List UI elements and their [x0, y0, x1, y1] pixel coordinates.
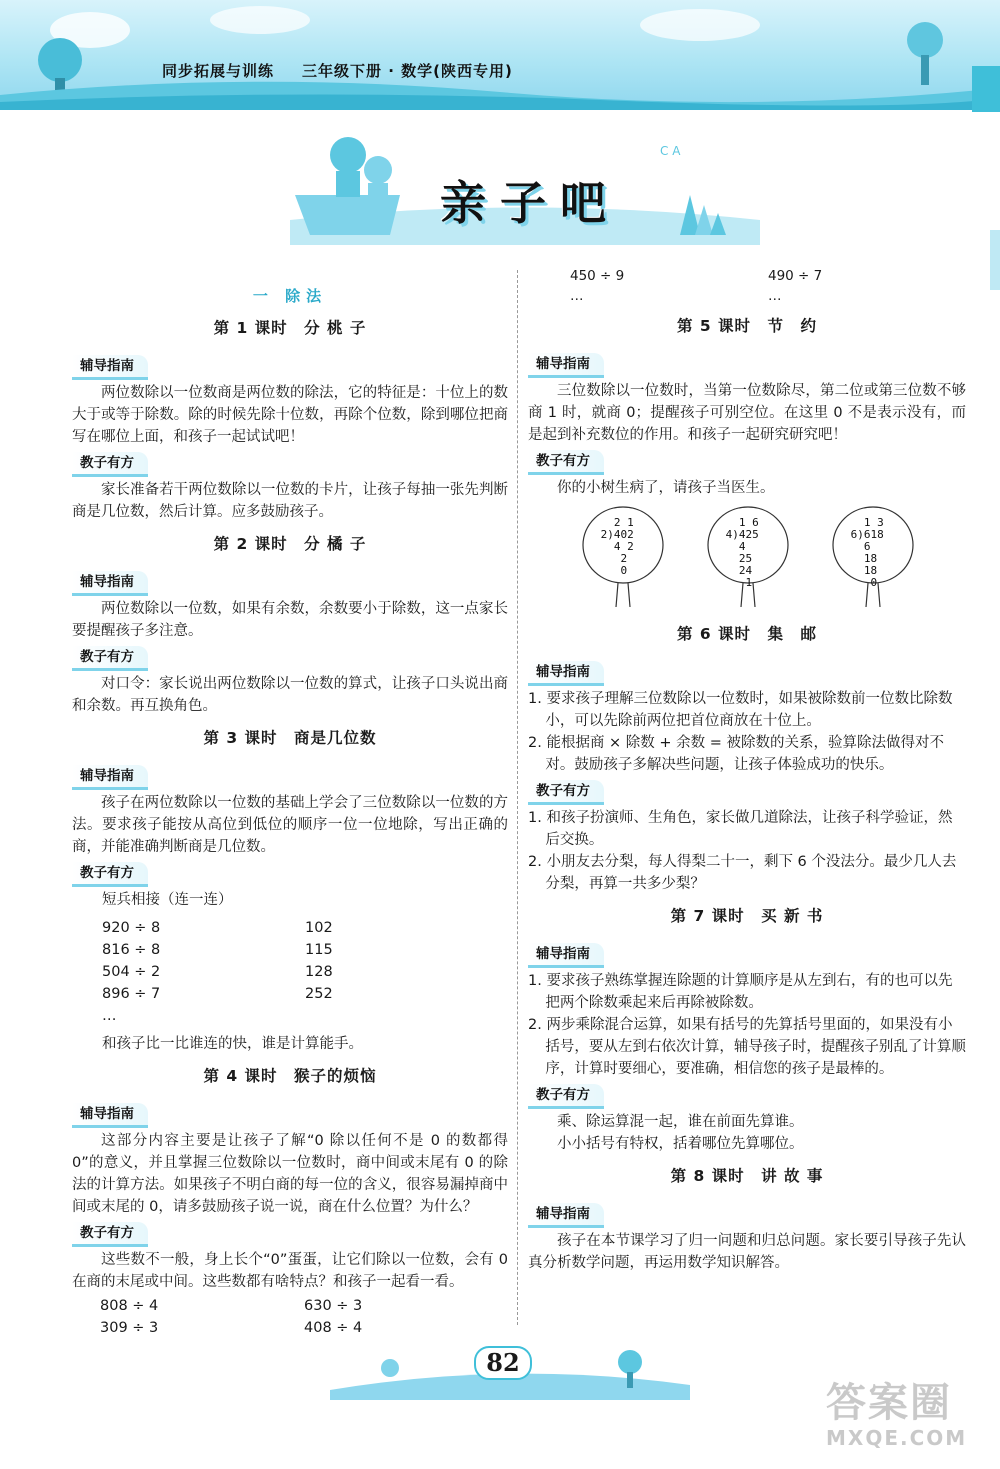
- tree-problems: [528, 503, 966, 613]
- lesson-7-title: 第 7 课时 买 新 书: [670, 907, 824, 925]
- matching-expr: 816 ÷ 8: [102, 942, 161, 958]
- long-division: 1 6 4)425 4 25 24 1: [725, 516, 759, 589]
- matching-answer: 252: [305, 986, 333, 1002]
- lesson-1-title: 第 1 课时 分 桃 子: [213, 319, 367, 337]
- zero-exercises: [100, 1295, 508, 1339]
- matching-expr: …: [102, 1008, 117, 1024]
- expression: 450 ÷ 9: [570, 268, 625, 284]
- watermark: [826, 1380, 996, 1460]
- matching-answer: 128: [305, 964, 333, 980]
- matching-expr: 920 ÷ 8: [102, 920, 161, 936]
- teach-tag: 教子有方: [72, 646, 148, 671]
- top-exercises: [570, 265, 966, 305]
- tree-problem: [703, 503, 793, 611]
- lesson-6-teach-1: 1. 和孩子扮演师、生角色，家长做几道除法，让孩子科学验证，然后交换。: [528, 810, 953, 848]
- watermark-url: MXQE.COM: [826, 1426, 968, 1450]
- lesson-7-guide-1: 1. 要求孩子熟练掌握连除题的计算顺序是从左到右，有的也可以先把两个除数乘起来后再除被除数。: [528, 973, 953, 1011]
- tree-problem: [578, 503, 668, 611]
- matching-outro: 和孩子比一比谁连的快，谁是计算能手。: [102, 1036, 363, 1052]
- lesson-7-guide-2: 2. 两步乘除混合运算，如果有括号的先算括号里面的，如果没有小括号，要从左到右依次计算，辅导孩子时，提醒孩子别乱了计算顺序，计算时要细心，要准确，相信您的孩子是最棒的。: [528, 1017, 966, 1077]
- column-divider: [517, 270, 518, 1325]
- lesson-1-teach: 家长准备若干两位数除以一位数的卡片，让孩子每抽一张先判断商是几位数，然后计算。应多鼓励孩子。: [72, 482, 508, 520]
- matching-answer: 102: [305, 920, 333, 936]
- lesson-8-guide: 孩子在本节课学习了归一问题和归总问题。家长要引导孩子先认真分析数学问题，再运用数学知识解答。: [528, 1233, 966, 1271]
- expression: 630 ÷ 3: [304, 1298, 363, 1314]
- matching-answer: 115: [305, 942, 333, 958]
- lesson-2-title: 第 2 课时 分 橘 子: [213, 535, 367, 553]
- header-band: [0, 0, 1000, 110]
- teach-tag: 教子有方: [528, 450, 604, 475]
- lesson-1-guide: 两位数除以一位数商是两位数的除法，它的特征是：十位上的数大于或等于除数。除的时候先除十位数，再除个位数，除到哪位把商写在哪位上面，和孩子一起试试吧！: [72, 385, 508, 445]
- teach-tag: 教子有方: [72, 1222, 148, 1247]
- matching-expr: 896 ÷ 7: [102, 986, 161, 1002]
- teach-tag: 教子有方: [528, 780, 604, 805]
- teach-tag: 教子有方: [72, 862, 148, 887]
- matching-answer: [305, 1005, 508, 1027]
- edition: (陕西专用): [433, 62, 513, 80]
- watermark-title: 答案圈: [826, 1380, 952, 1426]
- matching-expr: 504 ÷ 2: [102, 964, 161, 980]
- guide-tag: 辅导指南: [528, 1203, 604, 1228]
- edge-strip: [990, 230, 1000, 290]
- expression: 408 ÷ 4: [304, 1320, 363, 1336]
- lesson-3-title: 第 3 课时 商是几位数: [203, 729, 377, 747]
- guide-tag: 辅导指南: [528, 661, 604, 686]
- lesson-5-teach: 你的小树生病了，请孩子当医生。: [557, 480, 775, 496]
- side-tab: [972, 66, 1000, 112]
- lesson-2-teach: 对口令：家长说出两位数除以一位数的算式，让孩子口头说出商和余数。再互换角色。: [72, 676, 508, 714]
- guide-tag: 辅导指南: [72, 355, 148, 380]
- ellipsis: …: [768, 288, 782, 304]
- lesson-6-title: 第 6 课时 集 邮: [676, 625, 818, 643]
- header-scenery: [0, 0, 1000, 110]
- guide-tag: 辅导指南: [72, 765, 148, 790]
- expression: 490 ÷ 7: [768, 268, 823, 284]
- long-division: 1 3 6)618 6 18 18 0: [850, 516, 884, 589]
- left-column: [72, 285, 508, 1339]
- long-division: 2 1 2)402 4 2 2 0: [600, 516, 634, 577]
- banner: [290, 125, 760, 245]
- lesson-5-guide: 三位数除以一位数时，当第一位数除尽，第二位或第三位数不够商 1 时，就商 0；提醒孩子可别空位。在这里 0 不是表示没有，而是起到补充数位的作用。和孩子一起研究研究吧！: [528, 383, 966, 443]
- lesson-3-guide: 孩子在两位数除以一位数的基础上学会了三位数除以一位数的方法。要求孩子能按从高位到低位的顺序一位一位地除，写出正确的商，并能准确判断商是几位数。: [72, 795, 508, 855]
- banner-title: 亲子吧: [440, 176, 620, 230]
- guide-tag: 辅导指南: [72, 1103, 148, 1128]
- lesson-5-title: 第 5 课时 节 约: [676, 317, 818, 335]
- guide-tag: 辅导指南: [528, 353, 604, 378]
- lesson-4-title: 第 4 课时 猴子的烦恼: [203, 1067, 377, 1085]
- expression: 808 ÷ 4: [100, 1298, 159, 1314]
- lesson-4-guide: 这部分内容主要是让孩子了解“0 除以任何不是 0 的数都得 0”的意义，并且掌握三位数除以一位数时，商中间或末尾有 0 的除法的计算方法。如果孩子不明白商的每一位的含义，很容易漏掉商中间或末尾的 0，请多鼓励孩子说一说，商在什么位置？为什么？: [72, 1133, 508, 1215]
- page-number: 82: [474, 1346, 532, 1380]
- teach-tag: 教子有方: [528, 1084, 604, 1109]
- grade-subject: 三年级下册 · 数学: [302, 62, 434, 80]
- lesson-7-teach-1: 乘、除运算混一起，谁在前面先算谁。: [557, 1114, 804, 1130]
- unit-title: 一 除法: [252, 287, 328, 305]
- guide-tag: 辅导指南: [72, 571, 148, 596]
- lesson-6-guide-1: 1. 要求孩子理解三位数除以一位数时，如果被除数前一位数比除数小，可以先除前两位把首位商放在十位上。: [528, 691, 953, 729]
- header-title: [162, 60, 513, 81]
- ellipsis: …: [570, 288, 584, 304]
- guide-tag: 辅导指南: [528, 943, 604, 968]
- lesson-4-teach: 这些数不一般，身上长个“0”蛋蛋，让它们除以一位数，会有 0 在商的末尾或中间。这些数都有啥特点？和孩子一起看一看。: [72, 1252, 508, 1290]
- svg-text:C A: C A: [660, 144, 681, 158]
- matching-exercise: [102, 917, 508, 1027]
- book-name: 同步拓展与训练: [162, 62, 275, 80]
- matching-intro: 短兵相接（连一连）: [102, 892, 233, 908]
- lesson-8-title: 第 8 课时 讲 故 事: [670, 1167, 824, 1185]
- lesson-6-guide-2: 2. 能根据商 × 除数 + 余数 = 被除数的关系，验算除法做得对不对。鼓励孩子多解决些问题，让孩子体验成功的快乐。: [528, 735, 945, 773]
- teach-tag: 教子有方: [72, 452, 148, 477]
- lesson-7-teach-2: 小小括号有特权，括着哪位先算哪位。: [557, 1136, 804, 1152]
- right-column: [528, 265, 966, 1274]
- tree-problem: [828, 503, 918, 611]
- lesson-2-guide: 两位数除以一位数，如果有余数，余数要小于除数，这一点家长要提醒孩子多注意。: [72, 601, 508, 639]
- expression: 309 ÷ 3: [100, 1320, 159, 1336]
- lesson-6-teach-2: 2. 小朋友去分梨，每人得梨二十一，剩下 6 个没法分。最少几人去分梨，再算一共多少梨？: [528, 854, 957, 892]
